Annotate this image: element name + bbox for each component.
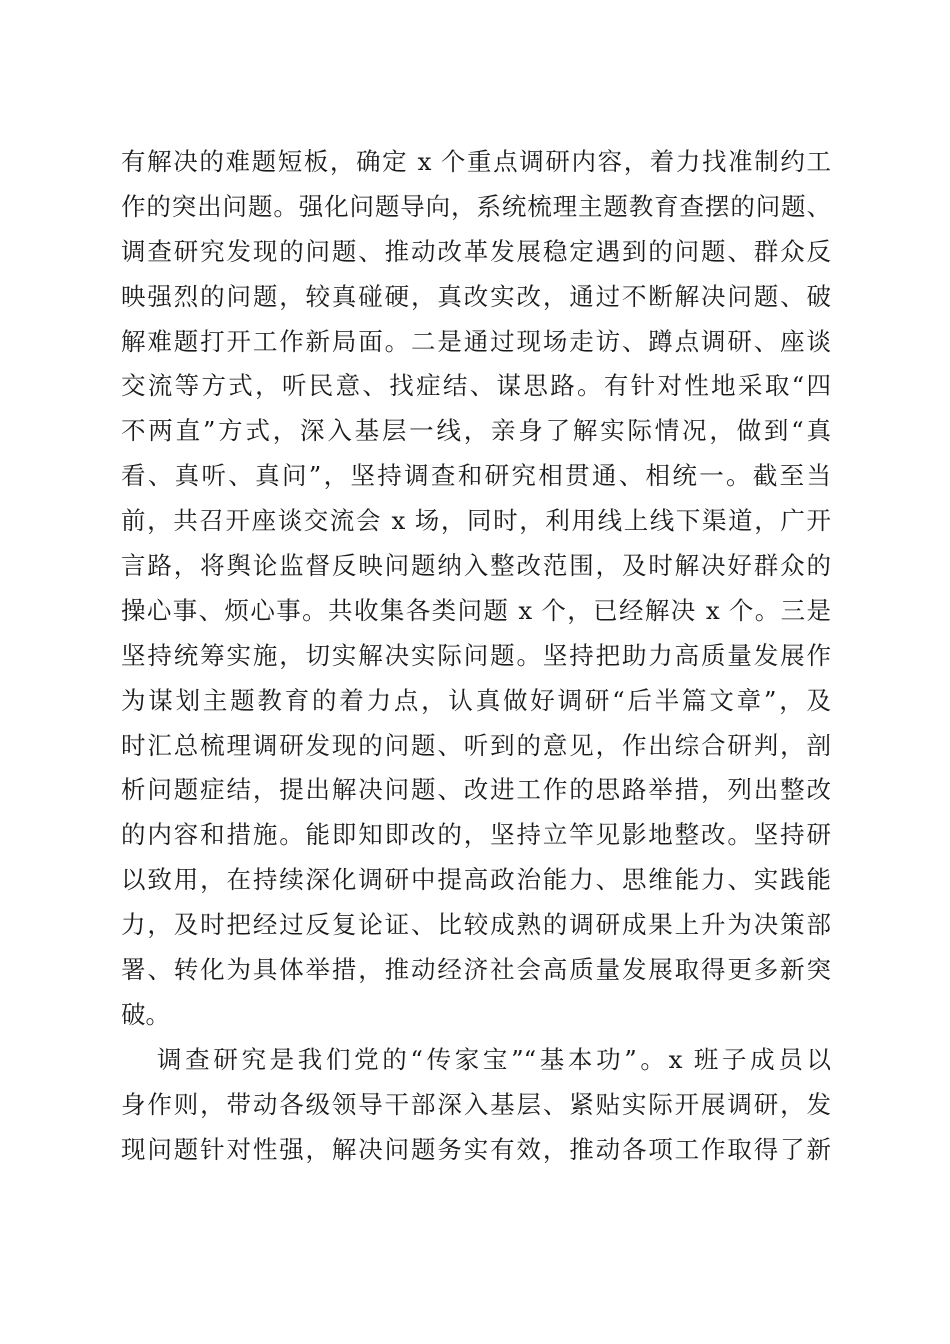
text-line: 调查研究发现的问题、推动改革发展稳定遇到的问题、群众反 [121, 236, 831, 266]
text-line: 言路，将舆论监督反映问题纳入整改范围，及时解决好群众的 [121, 551, 831, 581]
text-line: 坚持统筹实施，切实解决实际问题。坚持把助力高质量发展作 [121, 640, 831, 670]
text-line: 调查研究是我们党的“传家宝”“基本功”。x 班子成员以 [157, 1044, 831, 1074]
text-line: 不两直”方式，深入基层一线，亲身了解实际情况，做到“真 [121, 416, 831, 446]
text-line: 看、真听、真问”，坚持调查和研究相贯通、相统一。截至当 [121, 461, 831, 491]
text-line: 力，及时把经过反复论证、比较成熟的调研成果上升为决策部 [121, 910, 831, 940]
paragraph-2 [121, 1038, 831, 1173]
text-line: 析问题症结，提出解决问题、改进工作的思路举措，列出整改 [121, 775, 831, 805]
body-text [121, 140, 831, 1172]
text-line: 的内容和措施。能即知即改的，坚持立竿见影地整改。坚持研 [121, 820, 831, 850]
text-line: 前，共召开座谈交流会 x 场，同时，利用线上线下渠道，广开 [121, 506, 831, 536]
paragraph-1 [121, 140, 831, 1038]
text-line: 交流等方式，听民意、找症结、谋思路。有针对性地采取“四 [121, 371, 831, 401]
text-line: 为谋划主题教育的着力点，认真做好调研“后半篇文章”，及 [121, 685, 831, 715]
text-line: 身作则，带动各级领导干部深入基层、紧贴实际开展调研，发 [121, 1089, 831, 1119]
text-line: 操心事、烦心事。共收集各类问题 x 个，已经解决 x 个。三是 [121, 595, 831, 625]
text-line: 以致用，在持续深化调研中提高政治能力、思维能力、实践能 [121, 865, 831, 895]
text-line: 时汇总梳理调研发现的问题、听到的意见，作出综合研判，剖 [121, 730, 831, 760]
text-line: 解难题打开工作新局面。二是通过现场走访、蹲点调研、座谈 [121, 326, 831, 356]
text-line: 署、转化为具体举措，推动经济社会高质量发展取得更多新突 [121, 955, 831, 985]
text-line: 现问题针对性强，解决问题务实有效，推动各项工作取得了新 [121, 1134, 831, 1164]
text-line: 破。 [121, 999, 170, 1029]
text-line: 映强烈的问题，较真碰硬，真改实改，通过不断解决问题、破 [121, 281, 831, 311]
text-line: 有解决的难题短板，确定 x 个重点调研内容，着力找准制约工 [121, 147, 831, 176]
text-line: 作的突出问题。强化问题导向，系统梳理主题教育查摆的问题、 [121, 191, 831, 221]
